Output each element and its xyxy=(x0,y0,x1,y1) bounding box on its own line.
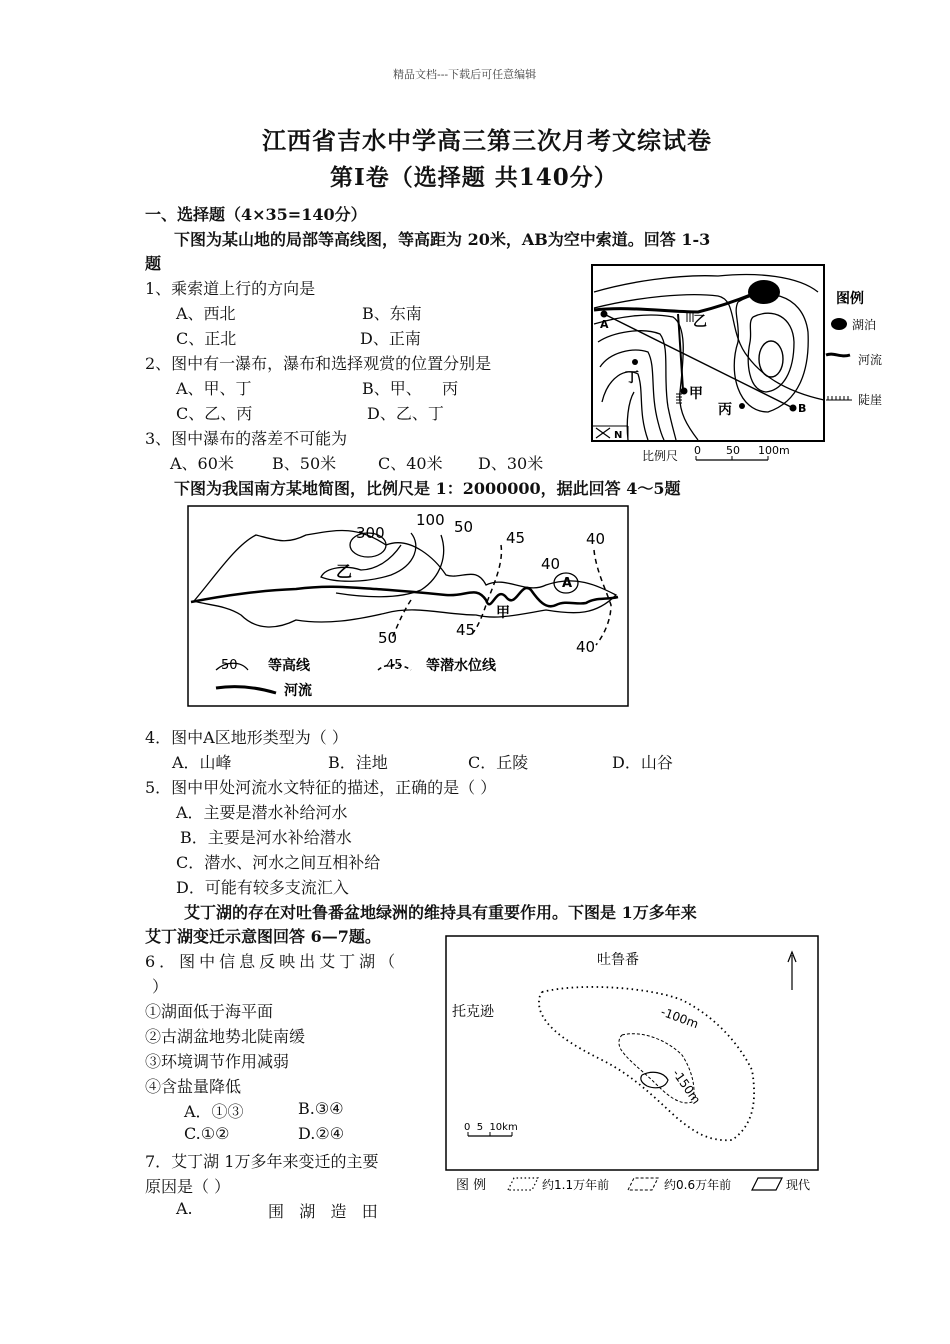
page-header: 精品文档---下载后可任意编辑 xyxy=(393,68,537,81)
map2-c40a: 40 xyxy=(541,555,561,573)
q3-option-d: D、30米 xyxy=(478,454,544,473)
map2-c40c: 40 xyxy=(576,638,596,656)
map3-legend-06ka: 约0.6万年前 xyxy=(664,1178,732,1192)
q3-option-c: C、40米 xyxy=(378,454,443,473)
lake-shape xyxy=(748,280,780,304)
q6-item-3: ③环境调节作用减弱 xyxy=(145,1052,290,1071)
map2-c40b: 40 xyxy=(586,530,606,548)
map1-scale-50: 50 xyxy=(726,444,740,457)
q6-option-d: D.②④ xyxy=(298,1124,345,1143)
map3-legend-title: 图 例 xyxy=(456,1178,487,1193)
q6-option-b: B.③④ xyxy=(298,1099,344,1118)
map2-c45a: 45 xyxy=(506,529,526,547)
q6-item-4: ④含盐量降低 xyxy=(145,1077,242,1096)
map1-legend-cliff: 陡崖 xyxy=(858,393,883,407)
q4-option-b: B．洼地 xyxy=(328,753,388,772)
q6-item-2: ②古湖盆地势北陡南缓 xyxy=(145,1027,306,1046)
intro-1-line2: 题 xyxy=(145,254,162,273)
legend-lake-symbol xyxy=(831,318,847,330)
map1-legend-river: 河流 xyxy=(858,353,883,367)
q2-stem: 2、图中有一瀑布，瀑布和选择观赏的位置分别是 xyxy=(145,354,492,373)
legend-11ka-symbol xyxy=(508,1178,538,1190)
q2-option-a: A、甲、丁 xyxy=(176,379,252,398)
map2-c100: 100 xyxy=(416,511,445,529)
q4-option-d: D．山谷 xyxy=(612,753,673,772)
q7-option-a-text: 围 湖 造 田 xyxy=(268,1202,378,1221)
north-label: N xyxy=(614,430,623,441)
q1-option-a: A、西北 xyxy=(176,304,236,323)
map3-scale-label: 0 5 10km xyxy=(464,1122,518,1133)
map2-legend-watertable: 等潜水位线 xyxy=(426,658,496,674)
map1-point-yi: 乙 xyxy=(693,314,707,330)
q2-option-d: D、乙、丁 xyxy=(367,404,444,423)
map2-point-yi: 乙 xyxy=(336,562,353,581)
legend-river-symbol xyxy=(826,354,850,356)
q6-stem-line1: 6．图中信息反映出艾丁湖（ xyxy=(145,952,400,971)
q6-item-1: ①湖面低于海平面 xyxy=(145,1002,274,1021)
q1-option-c: C、正北 xyxy=(176,329,237,348)
aiding-lake-figure xyxy=(442,930,824,1202)
intro-3-line1: 艾丁湖的存在对吐鲁番盆地绿洲的维持具有重要作用。下图是 1万多年来 xyxy=(184,903,697,922)
intro-3-line2: 艾丁湖变迁示意图回答 6—7题。 xyxy=(145,927,381,946)
q1-option-d: D、正南 xyxy=(360,329,421,348)
q5-option-b: B．主要是河水补给潜水 xyxy=(180,828,352,847)
exam-subtitle: 第I卷（选择题 共140分） xyxy=(330,164,618,191)
q7-stem-line1: 7．艾丁湖 1万多年来变迁的主要 xyxy=(145,1152,379,1171)
intro-2: 下图为我国南方某地简图，比例尺是 1：2000000，据此回答 4～5题 xyxy=(174,479,681,498)
q1-stem: 1、乘索道上行的方向是 xyxy=(145,279,316,298)
map1-point-ding: 丁 xyxy=(625,370,639,386)
map2-c50a: 50 xyxy=(454,518,474,536)
exam-title: 江西省吉水中学高三第三次月考文综试卷 xyxy=(262,126,712,155)
q7-stem-line2: 原因是（ ） xyxy=(145,1177,231,1196)
map1-legend-title: 图例 xyxy=(836,291,864,307)
map3-toksun: 托克逊 xyxy=(452,1004,494,1020)
legend-modern-symbol xyxy=(752,1178,782,1190)
map1-point-b: B xyxy=(798,402,807,415)
q5-option-d: D．可能有较多支流汇入 xyxy=(176,878,349,897)
legend-cliff-symbol xyxy=(826,396,852,400)
map1-scale-100: 100m xyxy=(758,444,790,457)
q3-stem: 3、图中瀑布的落差不可能为 xyxy=(145,429,348,448)
q3-option-b: B、50米 xyxy=(272,454,337,473)
map1-frame xyxy=(592,265,824,441)
map2-legend-val50: 50 xyxy=(221,658,238,673)
map2-c50b: 50 xyxy=(378,629,398,647)
map2-c300: 300 xyxy=(356,524,385,542)
contour-map-figure xyxy=(588,262,898,467)
map3-contour-100: -100m xyxy=(658,1004,701,1032)
section-heading: 一、选择题（4×35=140分） xyxy=(145,205,367,224)
q6-option-c: C.①② xyxy=(184,1124,230,1143)
q1-option-b: B、东南 xyxy=(362,304,422,323)
q5-option-a: A．主要是潜水补给河水 xyxy=(176,803,348,822)
map3-frame xyxy=(446,936,818,1170)
map2-legend-river: 河流 xyxy=(284,683,312,699)
map2-legend-contour: 等高线 xyxy=(268,658,310,674)
q6-option-a: A．①③ xyxy=(184,1102,244,1121)
map2-point-a: A xyxy=(562,576,573,591)
q5-option-c: C．潜水、河水之间互相补给 xyxy=(176,853,381,872)
intro-1-line1: 下图为某山地的局部等高线图，等高距为 20米，AB为空中索道。回答 1-3 xyxy=(174,230,711,249)
map2-legend-val45: 45 xyxy=(386,658,403,673)
q4-stem: 4．图中A区地形类型为（ ） xyxy=(145,728,348,747)
map1-point-a: A xyxy=(600,318,609,331)
map1-point-bing: 丙 xyxy=(718,402,732,418)
map1-legend-lake: 湖泊 xyxy=(852,318,877,332)
map3-legend-modern: 现代 xyxy=(786,1178,811,1192)
q5-stem: 5．图中甲处河流水文特征的描述，正确的是（ ） xyxy=(145,778,497,797)
q4-option-c: C．丘陵 xyxy=(468,753,529,772)
map2-point-jia: 甲 xyxy=(496,605,510,621)
map2-c45b: 45 xyxy=(456,621,476,639)
q6-stem-line2: ） xyxy=(152,977,169,996)
map1-scale-label: 比例尺 xyxy=(642,449,679,463)
map3-legend-11ka: 约1.1万年前 xyxy=(542,1178,610,1192)
q3-option-a: A、60米 xyxy=(170,454,234,473)
map3-contour-150: -150m xyxy=(669,1066,704,1107)
map1-scale-0: 0 xyxy=(694,444,701,457)
q4-option-a: A．山峰 xyxy=(172,753,232,772)
q2-option-c: C、乙、丙 xyxy=(176,404,253,423)
map1-point-jia: 甲 xyxy=(689,386,703,402)
map3-turpan: 吐鲁番 xyxy=(597,952,639,968)
q2-option-b: B、甲、 丙 xyxy=(362,379,459,398)
river-map-figure xyxy=(186,505,631,710)
q7-option-a-label: A. xyxy=(176,1199,193,1218)
legend-06ka-symbol xyxy=(628,1178,658,1190)
